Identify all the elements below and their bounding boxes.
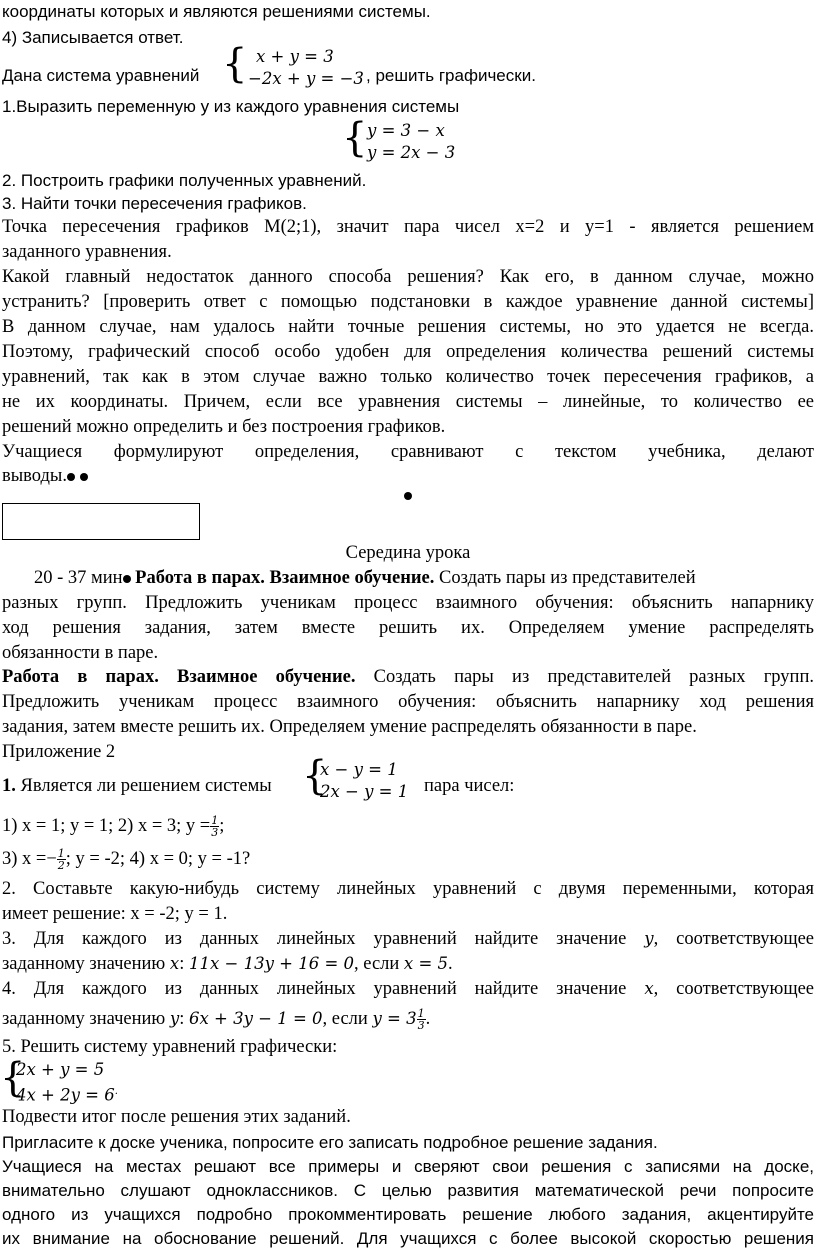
- equation: 2x − y = 1: [320, 782, 409, 801]
- equation-system-3: [320, 759, 408, 803]
- text-line: , решить графически.: [366, 66, 536, 85]
- bold-span: Работа в парах. Взаимное обучение.: [135, 568, 435, 588]
- text-line: Дана система уравнений: [2, 66, 200, 85]
- text-span: 20 - 37 мин: [34, 568, 123, 588]
- equation: [16, 1081, 118, 1107]
- text-line: [34, 568, 696, 588]
- text-line: обязанности в паре.: [2, 643, 159, 663]
- text-line: 4) Записывается ответ.: [2, 28, 184, 47]
- bullet-marker: [404, 487, 412, 505]
- text-line: 2. Составьте какую-нибудь систему линейных уравнений с двумя переменными, которая: [2, 879, 814, 899]
- equation: x − y = 1: [320, 760, 398, 779]
- text-span: :: [179, 1008, 189, 1029]
- text-span: Создать пары из представителей: [434, 568, 696, 588]
- text-span: заданному значению: [2, 954, 166, 974]
- text-line: [2, 466, 88, 486]
- text-line: [2, 848, 250, 871]
- text-line: 2. Построить графики полученных уравнений.: [2, 171, 367, 190]
- text-span: , если: [354, 954, 404, 974]
- text-line: их внимание на обоснование решений. Для учащихся с более высокой скоростью решения: [2, 1229, 814, 1248]
- bold-span: 1.: [2, 776, 16, 796]
- text-line: внимательно слушают одноклассников. С целью развития математической речи попросите: [2, 1181, 814, 1200]
- text-line: Пригласите к доске ученика, попросите его записать подробное решение задания.: [2, 1133, 658, 1152]
- text-span: Создать пары из представителей разных групп.: [355, 667, 814, 687]
- text-line: имеет решение: х = -2; у = 1.: [2, 904, 228, 924]
- math-var: y: [644, 929, 654, 948]
- numerator: 1: [57, 847, 65, 860]
- equation-system-1: [248, 46, 364, 90]
- numerator: 1: [211, 814, 219, 827]
- math-expression: 6x + 3y − 1 = 0: [188, 1008, 323, 1028]
- text-line: [2, 776, 272, 796]
- math-expression: x = 5: [403, 954, 449, 973]
- text-span: , соответствующее: [653, 929, 814, 949]
- math-expression: y = 3: [372, 1008, 417, 1028]
- equation-system-2: [367, 120, 455, 164]
- denominator: 3: [417, 1019, 425, 1032]
- equation: y = 3 − x: [367, 121, 445, 140]
- system-brace: {: [0, 1055, 26, 1101]
- text-line: задания, затем вместе решить их. Определяем умение распределять обязанности в паре.: [2, 717, 697, 737]
- text-line: Учащиеся на местах решают все примеры и сверяют свои решения с записями на доске,: [2, 1157, 814, 1176]
- text-span: , соответствующее: [653, 979, 814, 999]
- denominator: 3: [211, 826, 219, 839]
- equation-tail: .: [114, 1086, 118, 1097]
- text-line: 1.Выразить переменную у из каждого уравнения системы: [2, 97, 460, 116]
- text-line: не их координаты. Причем, если все уравнения системы – линейные, то количество ее: [2, 392, 814, 412]
- text-line: Поэтому, графический способ особо удобен для определения количества решений системы: [2, 342, 814, 362]
- empty-frame: [2, 503, 200, 540]
- text-line: [2, 815, 224, 838]
- text-line: решений можно определить и без построения графиков.: [2, 417, 446, 437]
- text-span: 3. Для каждого из данных линейных уравнений найдите значение: [2, 929, 627, 949]
- text-span: ; у = -2; 4) х = 0; у = -1?: [65, 848, 251, 869]
- text-span: выводы.: [2, 466, 67, 486]
- text-span: :: [179, 954, 189, 974]
- text-span: .: [448, 954, 453, 974]
- equation: x + y = 3: [256, 47, 334, 66]
- fraction: [57, 848, 66, 871]
- math-var: y: [169, 1008, 180, 1028]
- math-var: x: [644, 979, 654, 998]
- text-line: Какой главный недостаток данного способа решения? Как его, в данном случае, можно: [2, 267, 814, 287]
- equation: y = 2x − 3: [367, 143, 456, 162]
- text-span: , если: [322, 1008, 373, 1029]
- bullet-icon: [67, 473, 75, 481]
- math-var: x: [169, 954, 180, 973]
- denominator: 2: [57, 859, 65, 872]
- numerator: 1: [417, 1007, 425, 1020]
- text-line: координаты которых и являются решениями системы.: [2, 2, 431, 21]
- text-span: 1) х = 1; у = 1; 2) х = 3; у =: [2, 815, 211, 836]
- text-line: Подвести итог после решения этих заданий.: [2, 1107, 351, 1127]
- text-span: Является ли решением системы: [15, 776, 272, 796]
- text-line: Предложить ученикам процесс взаимного обучения: объяснить напарнику ход решения: [2, 692, 814, 712]
- text-span: ;: [219, 815, 225, 836]
- text-line: В данном случае, нам удалось найти точные решения системы, но это удается не всегда.: [2, 317, 814, 337]
- equation: 2x + y = 5: [16, 1060, 105, 1079]
- text-line: [2, 954, 453, 974]
- text-span: 3) х =−: [2, 848, 57, 869]
- text-line: устранить? [проверить ответ с помощью подстановки в каждое уравнение данной системы]: [2, 292, 814, 312]
- system-brace: {: [222, 41, 248, 87]
- text-line: заданного уравнения.: [2, 242, 172, 262]
- bullet-icon: [404, 492, 412, 500]
- text-line: 5. Решить систему уравнений графически:: [2, 1037, 338, 1057]
- bullet-icon: [123, 575, 131, 583]
- text-span: .: [425, 1008, 431, 1029]
- fraction: [210, 815, 219, 838]
- bullet-icon: [80, 473, 88, 481]
- text-line: Точка пересечения графиков М(2;1), значит пара чисел х=2 и у=1 - является решением: [2, 217, 814, 237]
- equation-system-4: [16, 1059, 118, 1107]
- text-line: [2, 929, 814, 949]
- fraction: [417, 1008, 426, 1031]
- text-line: Приложение 2: [2, 742, 116, 762]
- system-brace: {: [342, 115, 368, 161]
- text-line: [2, 979, 814, 999]
- bold-span: Работа в парах. Взаимное обучение.: [2, 667, 356, 687]
- text-line: разных групп. Предложить ученикам процесс взаимного обучения: объяснить напарнику: [2, 593, 814, 613]
- math-expression: 11x − 13y + 16 = 0: [188, 954, 355, 973]
- system-brace: {: [302, 753, 328, 799]
- text-line: [2, 667, 814, 687]
- equation: −2x + y = −3: [248, 69, 364, 88]
- text-line: 3. Найти точки пересечения графиков.: [2, 194, 307, 213]
- section-heading: Середина урока: [345, 543, 471, 563]
- text-line: ход решения задания, затем вместе решить их. Определяем умение распределять: [2, 618, 814, 638]
- text-line: [2, 1008, 430, 1031]
- text-span: заданному значению: [2, 1008, 166, 1029]
- text-line: одного из учащихся подробно прокомментировать решение любого задания, акцентируйте: [2, 1205, 814, 1224]
- text-span: 4. Для каждого из данных линейных уравнений найдите значение: [2, 979, 627, 999]
- text-line: пара чисел:: [424, 776, 515, 796]
- equation-text: 4x + 2y = 6: [16, 1085, 115, 1105]
- text-line: уравнений, так как в этом случае важно только количество точек пересечения графиков, а: [2, 367, 814, 387]
- text-line: Учащиеся формулируют определения, сравнивают с текстом учебника, делают: [2, 442, 814, 462]
